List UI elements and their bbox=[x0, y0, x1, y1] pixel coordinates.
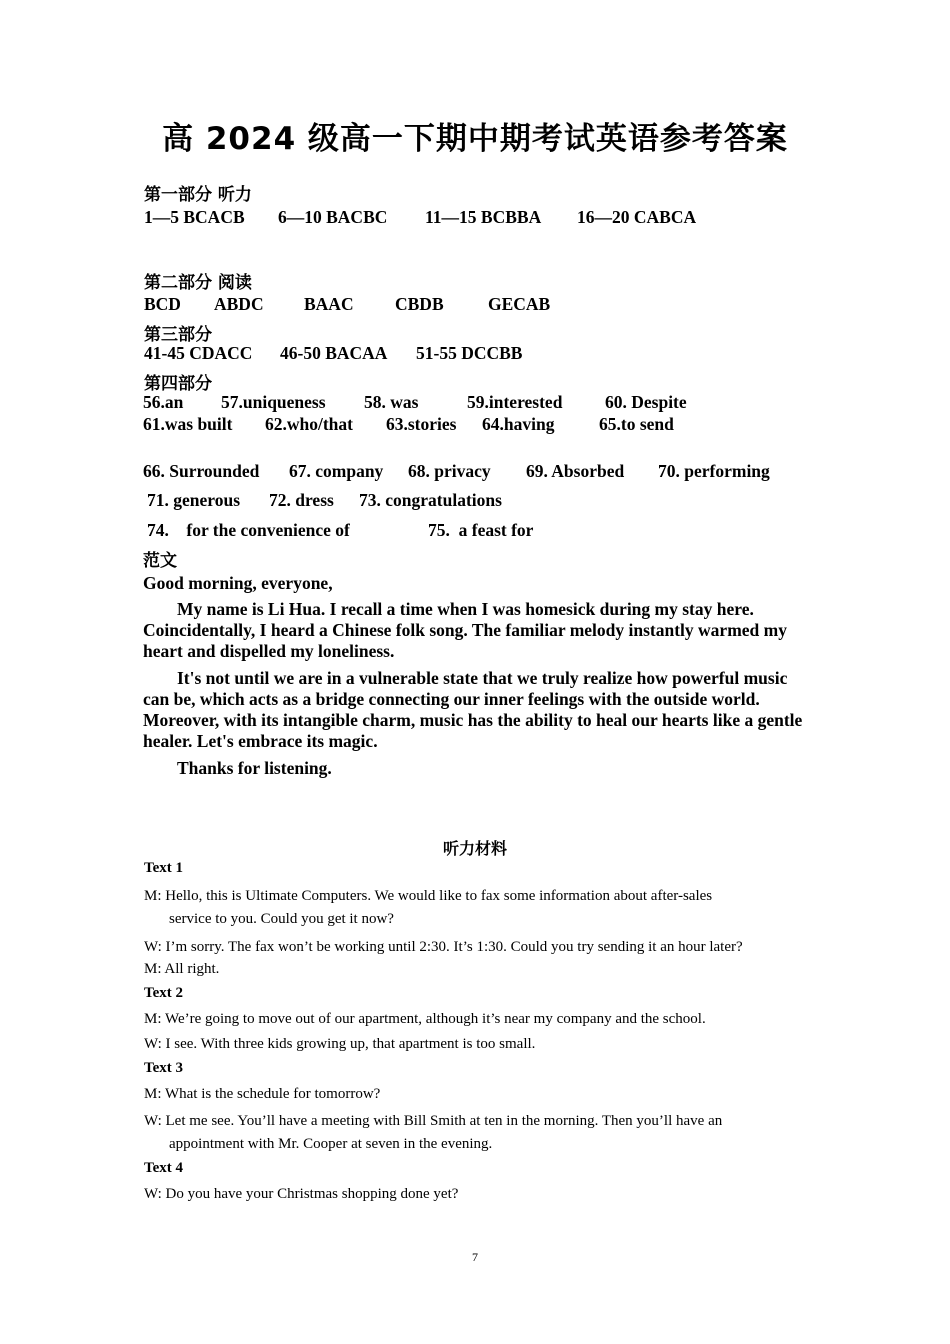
part4-answer-58: 58. was bbox=[364, 392, 419, 412]
part4-answer-67: 67. company bbox=[289, 461, 384, 481]
text3-dialogue-w1 bbox=[144, 1110, 806, 1156]
part4-answer-60: 60. Despite bbox=[605, 392, 687, 412]
text4-line-w1: W: Do you have your Christmas shopping done yet? bbox=[144, 1186, 459, 1202]
part4-heading: 第四部分 bbox=[144, 374, 212, 394]
part4-answer-69: 69. Absorbed bbox=[526, 461, 625, 481]
part4-answer-56: 56.an bbox=[143, 392, 184, 412]
essay-heading: 范文 bbox=[143, 551, 177, 571]
part4-answer-62: 62.who/that bbox=[265, 414, 353, 434]
part4-answer-65: 65.to send bbox=[599, 414, 674, 434]
text2-line-m1: M: We’re going to move out of our apartment, although it’s near my company and the school. bbox=[144, 1011, 706, 1027]
text2-label: Text 2 bbox=[144, 985, 184, 1001]
part1-answer-1: 1—5 BCACB bbox=[144, 207, 245, 227]
part4-answer-57: 57.uniqueness bbox=[221, 392, 326, 412]
text3-line-w1-continued: appointment with Mr. Cooper at seven in the evening. bbox=[169, 1136, 493, 1152]
page-title: 高 2024 级高一下期中期考试英语参考答案 bbox=[162, 121, 788, 157]
text1-dialogue bbox=[144, 885, 806, 931]
part2-heading: 第二部分 阅读 bbox=[144, 273, 252, 293]
text1-label: Text 1 bbox=[144, 860, 184, 876]
text1-line-m1: M: Hello, this is Ultimate Computers. We would like to fax some information about after-sales bbox=[144, 888, 713, 904]
part2-answer-4: CBDB bbox=[395, 294, 444, 314]
part4-answer-74: 74. for the convenience of bbox=[147, 520, 350, 540]
part1-heading: 第一部分 听力 bbox=[144, 185, 252, 205]
text1-line-m1-continued: service to you. Could you get it now? bbox=[169, 911, 394, 927]
part2-answer-5: GECAB bbox=[488, 294, 551, 314]
part4-answer-70: 70. performing bbox=[658, 461, 770, 481]
part3-answer-3: 51-55 DCCBB bbox=[416, 343, 523, 363]
part3-answer-2: 46-50 BACAA bbox=[280, 343, 388, 363]
part4-answer-64: 64.having bbox=[482, 414, 555, 434]
part4-answer-66: 66. Surrounded bbox=[143, 461, 260, 481]
text3-label: Text 3 bbox=[144, 1060, 184, 1076]
essay-closing: Thanks for listening. bbox=[177, 758, 332, 778]
page-number: 7 bbox=[472, 1250, 478, 1264]
text4-label: Text 4 bbox=[144, 1160, 184, 1176]
essay-paragraph-1 bbox=[143, 599, 815, 662]
part4-answer-73: 73. congratulations bbox=[359, 490, 502, 510]
text2-line-w1: W: I see. With three kids growing up, that apartment is too small. bbox=[144, 1036, 536, 1052]
text3-line-m1: M: What is the schedule for tomorrow? bbox=[144, 1086, 381, 1102]
part4-answer-59: 59.interested bbox=[467, 392, 563, 412]
listening-heading: 听力材料 bbox=[442, 839, 507, 858]
part2-answer-1: BCD bbox=[144, 294, 181, 314]
essay-greeting: Good morning, everyone, bbox=[143, 573, 333, 593]
part1-answer-4: 16—20 CABCA bbox=[577, 207, 697, 227]
part4-answer-63: 63.stories bbox=[386, 414, 457, 434]
part4-answer-61: 61.was built bbox=[143, 414, 233, 434]
part4-answer-72: 72. dress bbox=[269, 490, 334, 510]
part2-answer-2: ABDC bbox=[214, 294, 264, 314]
text3-line-w1: W: Let me see. You’ll have a meeting with Bill Smith at ten in the morning. Then you’ll have an bbox=[144, 1113, 723, 1129]
text1-line-w1: W: I’m sorry. The fax won’t be working until 2:30. It’s 1:30. Could you try sending it an hour later? bbox=[144, 939, 743, 955]
part4-answer-68: 68. privacy bbox=[408, 461, 491, 481]
part4-answer-75: 75. a feast for bbox=[428, 520, 534, 540]
part1-answer-2: 6—10 BACBC bbox=[278, 207, 388, 227]
essay-paragraph-2-text: It's not until we are in a vulnerable state that we truly realize how powerful music can be, which acts as a bridge connecting our inner feelings with the outside world. Moreover, with its intangible charm, music has the ability to heal our hearts like a gentle healer. Let's embrace its magic. bbox=[143, 668, 803, 751]
essay-paragraph-1-text: My name is Li Hua. I recall a time when I was homesick during my stay here. Coincidentally, I heard a Chinese folk song. The familiar melody instantly warmed my heart and dispelled my loneliness. bbox=[143, 599, 787, 661]
part1-answer-3: 11—15 BCBBA bbox=[425, 207, 542, 227]
part2-answer-3: BAAC bbox=[304, 294, 354, 314]
part4-answer-71: 71. generous bbox=[147, 490, 241, 510]
part3-answer-1: 41-45 CDACC bbox=[144, 343, 253, 363]
text1-line-m2: M: All right. bbox=[144, 961, 220, 977]
essay-paragraph-2 bbox=[143, 668, 815, 752]
part3-heading: 第三部分 bbox=[144, 325, 212, 345]
